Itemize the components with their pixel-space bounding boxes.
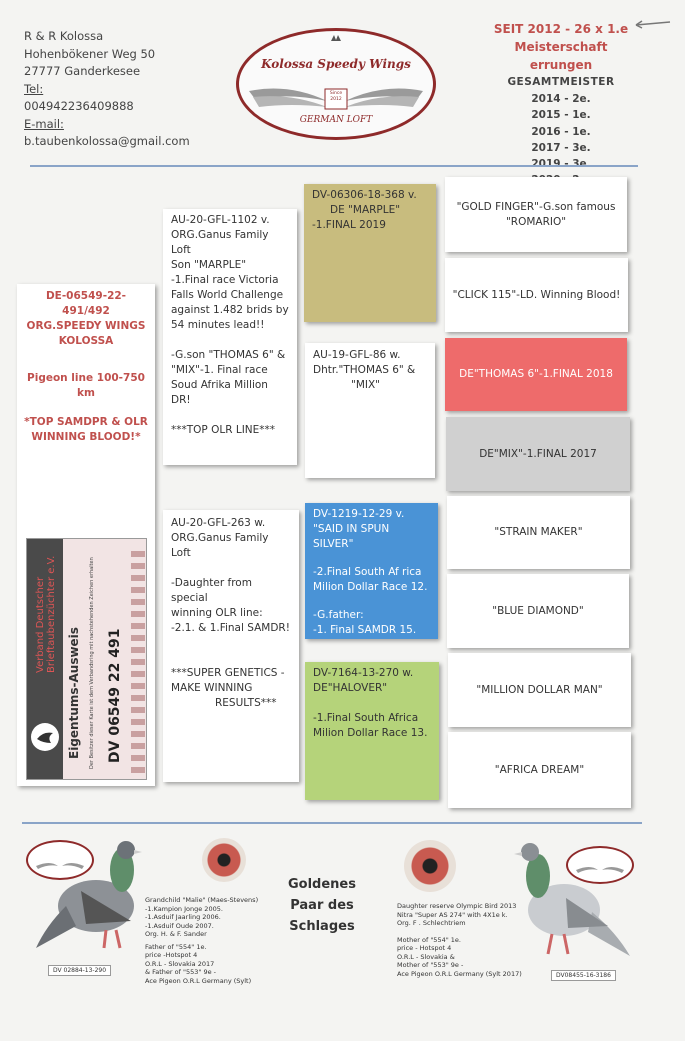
card-org2: Brieftaubenzüchter e.V.	[46, 555, 57, 673]
left-line: -1.Asduif Oude 2007.	[145, 921, 214, 930]
logo-name: Kolossa Speedy Wings	[261, 57, 411, 71]
grandparent-box-4	[305, 662, 439, 800]
gp3-result: -G.father:	[313, 609, 364, 621]
sire-result: -G.son "THOMAS 6" &	[171, 349, 286, 361]
ggp-text: DE"THOMAS 6"-1.FINAL 2018	[459, 368, 613, 380]
great-grandparent-box	[448, 732, 631, 808]
ggp-text: "STRAIN MAKER"	[494, 526, 583, 538]
ggp-text: "CLICK 115"-LD. Winning Blood!	[452, 288, 621, 301]
achievements	[486, 20, 636, 189]
crown-icon	[331, 35, 341, 41]
left-line: Father of "554" 1e.	[145, 942, 207, 951]
logo-since: Since 2012	[329, 91, 343, 102]
dove-icon	[31, 723, 59, 751]
right-line: Daughter reserve Olympic Bird 2013	[397, 902, 517, 910]
dam-org: ORG.Ganus Family Loft	[171, 532, 269, 559]
grandparent-box-2	[305, 343, 435, 478]
sire-box	[163, 209, 297, 465]
right-line: price - Hotspot 4	[397, 944, 452, 952]
left-line: & Father of "553" 9e -	[145, 968, 216, 976]
card-pattern	[131, 545, 145, 773]
street: Hohenbökener Weg 50	[24, 46, 156, 61]
address-block	[24, 28, 190, 151]
left-eye-icon	[202, 838, 246, 882]
arrow-icon	[634, 14, 672, 24]
left-line: Ace Pigeon O.R.L Germany (Sylt)	[145, 976, 252, 985]
subject-org: ORG.SPEEDY WINGS	[26, 320, 146, 332]
ownership-card	[26, 538, 147, 780]
achievement-line2: Meisterschaft errungen	[514, 40, 608, 72]
sire-son: Son "MARPLE"	[171, 259, 247, 271]
gp4-id: DV-7164-13-270 w.	[313, 667, 414, 679]
right-line: Org. F . Schlechtriem	[397, 919, 466, 927]
gp4-result: Milion Dollar Race 13.	[313, 727, 428, 739]
left-line: -1.Asduif Jaarling 2006.	[145, 913, 221, 921]
achievement-line3: GESAMTMEISTER	[507, 76, 615, 88]
sire-result: "MIX"-1. Final race	[171, 364, 268, 376]
subject-owner: KOLOSSA	[58, 335, 114, 347]
ggp-text2: "ROMARIO"	[505, 215, 567, 228]
year-result: 2014 - 2e.	[531, 93, 591, 105]
gp2-name2: "MIX"	[351, 379, 381, 391]
gp3-result: Milion Dollar Race 12.	[313, 581, 428, 593]
right-line: Mother of "553" 9e -	[397, 961, 464, 969]
owner-name: R & R Kolossa	[24, 29, 104, 43]
subject-line: Pigeon line 100-750 km	[27, 372, 145, 399]
gp2-name: Dhtr."THOMAS 6" &	[313, 364, 416, 376]
left-line: Org. H. & F. Sander	[145, 930, 207, 938]
card-org1: Verband Deutscher	[35, 576, 46, 673]
card-ring-number: DV 06549 22 491	[107, 628, 123, 763]
logo-tag: GERMAN LOFT	[299, 115, 373, 125]
grandparent-box-3	[305, 503, 438, 639]
city: 27777 Ganderkesee	[24, 64, 141, 78]
golden-pair-line: Goldenes	[288, 877, 356, 892]
email: b.taubenkolossa@gmail.com	[24, 134, 190, 148]
ggp-text: "BLUE DIAMOND"	[492, 604, 584, 617]
achievement-line1: SEIT 2012 - 26 x 1.e	[493, 22, 629, 36]
sire-org: ORG.Ganus Family Loft	[171, 229, 269, 256]
dam-tagline: ***SUPER GENETICS -	[171, 667, 285, 679]
ggp-text: "AFRICA DREAM"	[494, 763, 585, 776]
tel: 004942236409888	[24, 99, 134, 113]
great-grandparent-box	[445, 177, 627, 252]
dam-box	[163, 510, 299, 782]
golden-pair-line: Schlages	[289, 919, 355, 934]
left-line: -1.Kampion Jonge 2005.	[145, 904, 223, 913]
gp2-id: AU-19-GFL-86 w.	[313, 349, 401, 361]
email-label: E-mail:	[24, 116, 64, 131]
sire-result: Soud Afrika Million DR!	[171, 379, 268, 406]
gp3-result: -2.Final South Af rica	[313, 566, 422, 578]
subject-note1: *TOP SAMDPR & OLR	[24, 416, 148, 428]
gp1-name: DE "MARPLE"	[330, 204, 401, 216]
great-grandparent-box	[445, 338, 627, 411]
right-line: Mother of "554" 1e.	[397, 935, 461, 944]
gp3-id: DV-1219-12-29 v.	[313, 508, 405, 520]
ggp-text: "GOLD FINGER"-G.son famous	[456, 200, 616, 213]
right-eye-icon	[404, 840, 456, 892]
grandparent-box-1	[304, 184, 436, 322]
great-grandparent-box	[445, 258, 628, 332]
great-grandparent-box	[446, 417, 630, 491]
sire-result: Falls World Challenge	[171, 289, 284, 301]
dam-result: winning OLR line:	[171, 607, 263, 619]
card-small2: mit nachstehenden Zeichen erhalten	[89, 557, 95, 650]
gp1-id: DV-06306-18-368 v.	[312, 189, 417, 201]
sire-result: 54 minutes lead!!	[171, 319, 265, 331]
right-line: Ace Pigeon O.R.L Germany (Sylt 2017)	[397, 969, 522, 978]
right-line: Nitra "Super AS 274" with 4X1e k.	[397, 910, 508, 919]
gp4-name: DE"HALOVER"	[313, 682, 388, 694]
left-line: price -Hotspot 4	[145, 951, 198, 959]
right-ring: DV08455-16-3186	[551, 970, 616, 981]
dam-result: -Daughter from special	[171, 577, 252, 604]
great-grandparent-box	[447, 574, 629, 648]
right-line: O.R.L - Slovakia &	[397, 952, 455, 961]
small-logo-icon	[566, 846, 634, 884]
gp3-name: "SAID IN SPUN SILVER"	[313, 523, 390, 550]
sire-id: AU-20-GFL-1102 v.	[171, 214, 270, 226]
left-ring: DV 02884-13-290	[48, 965, 111, 976]
header-divider	[30, 165, 638, 167]
footer-divider	[22, 822, 642, 824]
tel-label: Tel:	[24, 81, 44, 96]
card-small1: Der Besitzer dieser Karte ist dem Verbandsring	[89, 651, 95, 769]
great-grandparent-box	[447, 496, 630, 569]
card-title: Eigentums-Ausweis	[67, 627, 81, 759]
gp4-result: -1.Final South Africa	[313, 712, 419, 724]
subject-id: DE-06549-22- 491/492	[45, 290, 127, 317]
sire-tagline: ***TOP OLR LINE***	[171, 424, 276, 436]
year-result: 2015 - 1e.	[531, 109, 591, 122]
subject-note2: WINNING BLOOD!*	[31, 431, 141, 443]
golden-pair-line: Paar des	[290, 898, 354, 913]
gp3-result: -1. Final SAMDR 15.	[313, 624, 417, 636]
ggp-text: "MILLION DOLLAR MAN"	[476, 683, 603, 696]
dam-tagline: MAKE WINNING	[171, 682, 253, 694]
dam-result: -2.1. & 1.Final SAMDR!	[171, 622, 290, 634]
sire-result: -1.Final race Victoria	[171, 274, 279, 286]
sire-result: against 1.482 brids by	[171, 304, 289, 316]
left-line: Grandchild "Malie" (Maes-Stevens)	[145, 896, 259, 904]
dam-id: AU-20-GFL-263 w.	[171, 517, 266, 529]
dam-tagline: RESULTS***	[215, 697, 277, 709]
left-line: O.R.L - Slovakia 2017	[145, 959, 215, 968]
year-result: 2016 - 1e.	[531, 125, 591, 138]
gp1-result: -1.FINAL 2019	[312, 219, 386, 231]
loft-logo	[236, 28, 436, 140]
year-result: 2017 - 3e.	[531, 141, 591, 154]
great-grandparent-box	[448, 653, 631, 727]
pigeon-cock-icon	[36, 836, 144, 956]
ggp-text: DE"MIX"-1.FINAL 2017	[479, 447, 597, 460]
golden-pair-title	[272, 874, 372, 937]
